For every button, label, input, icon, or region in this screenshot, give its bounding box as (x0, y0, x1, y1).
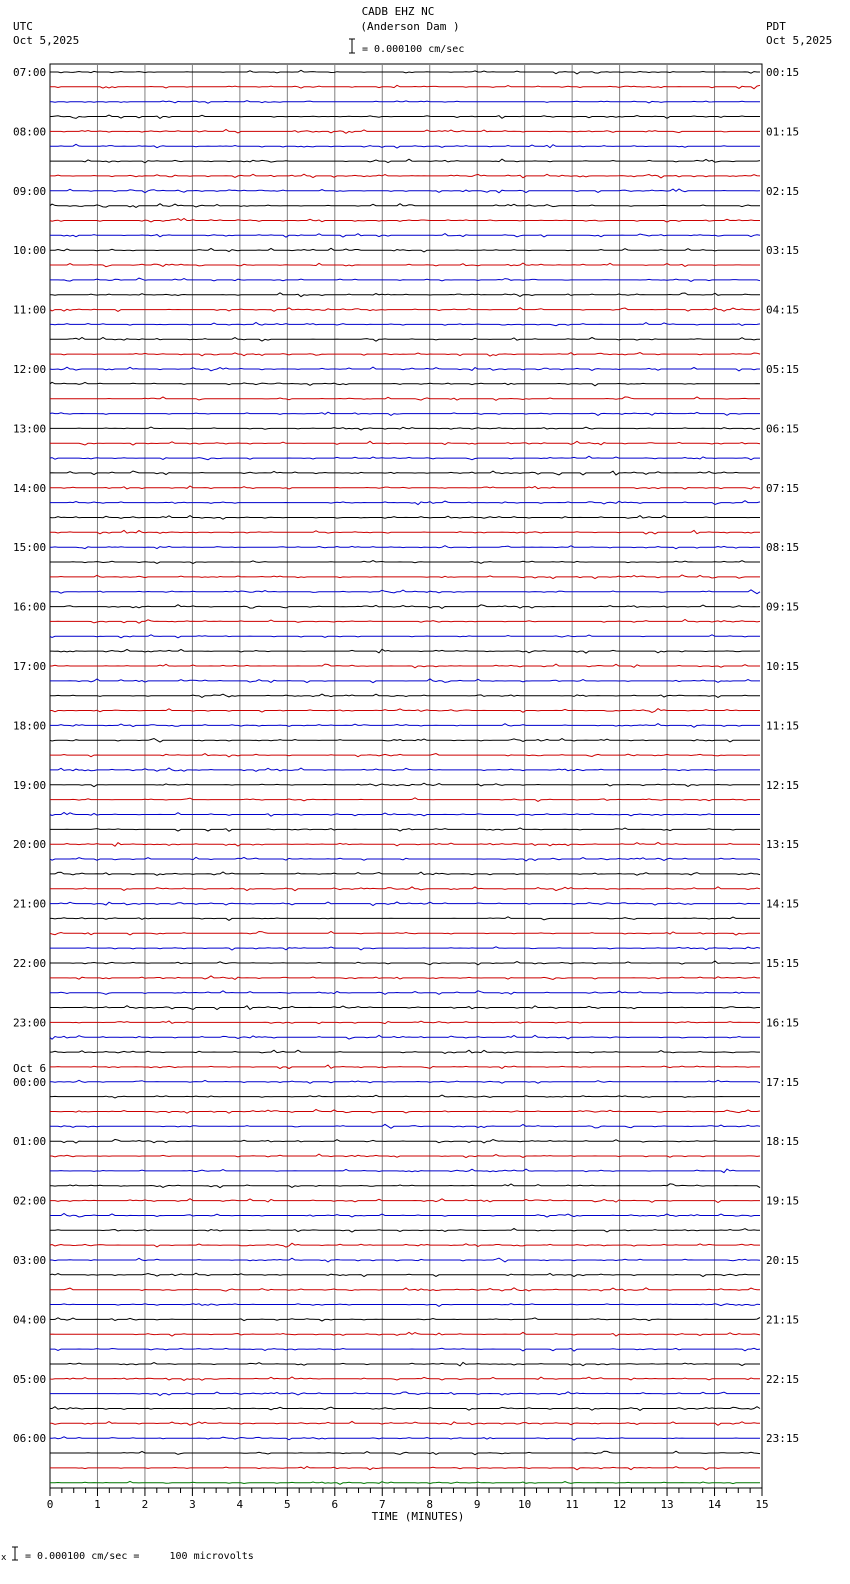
utc-hour-label: 01:00 (13, 1135, 47, 1149)
trace-row (50, 248, 760, 252)
x-tick-label: 1 (94, 1498, 101, 1511)
trace-row (50, 1288, 760, 1291)
trace-row (50, 456, 760, 460)
utc-hour-label: 03:00 (13, 1254, 47, 1267)
pdt-hour-label: 15:15 (766, 957, 800, 970)
x-tick-label: 0 (46, 1498, 54, 1511)
scale-label: = 0.000100 cm/sec (362, 44, 465, 55)
trace-row (50, 813, 760, 817)
utc-hour-label: 20:00 (13, 838, 47, 852)
trace-row (50, 1021, 760, 1024)
utc-hour-label: 19:00 (13, 778, 47, 792)
trace-row (50, 516, 760, 520)
utc-hour-label: 05:00 (13, 1372, 47, 1386)
utc-hour-label: 06:00 (13, 1432, 47, 1446)
trace-row (50, 338, 760, 342)
left-date: Oct 5,2025 (13, 34, 80, 47)
pdt-hour-label: 16:15 (766, 1016, 800, 1030)
x-axis-title: TIME (MINUTES) (371, 1510, 465, 1523)
trace-row (50, 1184, 760, 1188)
x-tick-label: 10 (518, 1498, 532, 1511)
trace-row (50, 1139, 760, 1143)
trace-row (50, 1065, 760, 1069)
trace-row (50, 174, 760, 178)
utc-hour-label: 16:00 (13, 600, 47, 614)
utc-hour-label: 10:00 (13, 244, 47, 258)
trace-row (50, 427, 760, 430)
trace-row (50, 1421, 760, 1425)
trace-row (50, 1273, 760, 1276)
trace-row (50, 115, 760, 118)
trace-row (50, 1467, 760, 1470)
pdt-hour-label: 01:15 (766, 125, 800, 139)
utc-hour-label: 22:00 (13, 957, 47, 970)
trace-row (50, 130, 760, 134)
pdt-hour-label: 21:15 (766, 1313, 800, 1327)
trace-row (50, 412, 760, 415)
trace-row (50, 308, 760, 312)
x-tick-label: 5 (284, 1498, 291, 1511)
pdt-hour-labels (766, 66, 799, 1445)
trace-row (50, 724, 760, 728)
x-tick-label: 6 (331, 1498, 339, 1511)
trace-row (50, 1407, 760, 1411)
trace-row (50, 1169, 760, 1173)
utc-hour-label: 11:00 (13, 303, 47, 317)
utc-hour-label: 07:00 (13, 66, 47, 79)
trace-row (50, 1095, 760, 1098)
trace-row (50, 1154, 760, 1158)
scale-bar-icon (349, 39, 355, 53)
trace-row (50, 783, 760, 787)
trace-row (50, 1377, 760, 1380)
trace-row (50, 1392, 760, 1396)
trace-row (50, 932, 760, 936)
x-tick-label: 7 (378, 1498, 386, 1511)
station-title: CADB EHZ NC (361, 5, 435, 18)
footer-marker: x (1, 1553, 7, 1563)
trace-row (50, 1481, 760, 1484)
trace-row (50, 754, 760, 757)
pdt-hour-label: 05:15 (766, 363, 800, 376)
trace-row (50, 1318, 760, 1322)
pdt-hour-label: 11:15 (766, 719, 800, 733)
pdt-hour-label: 23:15 (766, 1432, 800, 1446)
trace-row (50, 1243, 760, 1247)
pdt-hour-label: 20:15 (766, 1254, 800, 1267)
trace-row (50, 872, 760, 875)
trace-row (50, 739, 760, 743)
trace-row (50, 575, 760, 579)
trace-row (50, 828, 760, 831)
pdt-hour-label: 13:15 (766, 838, 800, 852)
trace-row (50, 709, 760, 713)
utc-hour-label: 02:00 (13, 1194, 47, 1208)
utc-hour-label: 15:00 (13, 541, 47, 555)
utc-hour-labels (13, 66, 46, 1445)
x-tick-label: 2 (141, 1498, 149, 1511)
trace-row (50, 367, 760, 371)
trace-row (50, 1199, 760, 1203)
trace-row (50, 694, 760, 697)
trace-row (50, 204, 760, 208)
right-date: Oct 5,2025 (766, 34, 833, 47)
trace-row (50, 70, 760, 74)
trace-row (50, 605, 760, 609)
trace-row (50, 397, 760, 400)
trace-row (50, 635, 760, 638)
pdt-hour-label: 19:15 (766, 1194, 800, 1208)
trace-row (50, 278, 760, 281)
x-tick-label: 3 (189, 1498, 196, 1511)
utc-hour-label: 09:00 (13, 184, 47, 198)
trace-row (50, 234, 760, 238)
utc-hour-label: 14:00 (13, 481, 47, 495)
pdt-hour-label: 03:15 (766, 244, 800, 258)
trace-row (50, 219, 760, 223)
trace-row (50, 620, 760, 624)
trace-row (50, 887, 760, 891)
utc-hour-label: 08:00 (13, 125, 47, 139)
trace-row (50, 144, 760, 148)
trace-row (50, 649, 760, 653)
trace-row (50, 546, 760, 549)
trace-row (50, 1362, 760, 1366)
x-tick-label: 8 (426, 1498, 434, 1511)
left-timezone: UTC (13, 20, 33, 33)
trace-row (50, 353, 760, 357)
utc-hour-label: 17:00 (13, 660, 47, 673)
trace-row (50, 471, 760, 475)
right-timezone: PDT (766, 20, 786, 33)
trace-row (50, 1437, 760, 1440)
x-tick-label: 13 (660, 1498, 674, 1511)
pdt-hour-label: 14:15 (766, 897, 800, 911)
trace-row (50, 664, 760, 668)
x-tick-label: 4 (236, 1498, 244, 1511)
trace-row (50, 857, 760, 861)
trace-row (50, 1332, 760, 1336)
trace-row (50, 917, 760, 921)
x-tick-label: 11 (565, 1498, 579, 1511)
trace-row (50, 1348, 760, 1351)
utc-hour-label: 04:00 (13, 1313, 47, 1327)
x-tick-label: 14 (707, 1498, 722, 1511)
trace-row (50, 323, 760, 326)
utc-hour-label: 23:00 (13, 1016, 47, 1030)
trace-row (50, 85, 760, 88)
trace-row (50, 382, 760, 386)
trace-row (50, 590, 760, 594)
x-axis (47, 1488, 769, 1511)
trace-row (50, 530, 760, 534)
trace-row (50, 1050, 760, 1053)
trace-row (50, 798, 760, 802)
trace-row (50, 1214, 760, 1218)
trace-row (50, 842, 760, 846)
trace-row (50, 561, 760, 564)
trace-row (50, 947, 760, 950)
pdt-hour-label: 17:15 (766, 1075, 800, 1089)
x-tick-label: 9 (473, 1498, 481, 1511)
trace-row (50, 263, 760, 267)
pdt-hour-label: 07:15 (766, 481, 800, 495)
pdt-hour-label: 10:15 (766, 660, 800, 673)
trace-row (50, 1304, 760, 1307)
trace-row (50, 1229, 760, 1233)
pdt-hour-label: 06:15 (766, 422, 800, 436)
trace-row (50, 1006, 760, 1010)
pdt-hour-label: 09:15 (766, 600, 800, 614)
trace-row (50, 1451, 760, 1455)
pdt-hour-label: 08:15 (766, 541, 800, 555)
utc-hour-label: 13:00 (13, 422, 47, 436)
trace-row (50, 976, 760, 980)
trace-row (50, 991, 760, 995)
pdt-hour-label: 22:15 (766, 1372, 800, 1386)
pdt-hour-label: 12:15 (766, 778, 800, 792)
trace-row (50, 1124, 760, 1128)
pdt-hour-label: 18:15 (766, 1135, 800, 1149)
utc-hour-label: 12:00 (13, 363, 47, 376)
trace-row (50, 159, 760, 163)
footer-scale-icon (12, 1547, 18, 1560)
trace-row (50, 679, 760, 683)
pdt-hour-label: 02:15 (766, 184, 800, 198)
trace-row (50, 293, 760, 297)
footer-scale-note: = 0.000100 cm/sec = 100 microvolts (25, 1551, 254, 1562)
trace-row (50, 1258, 760, 1262)
trace-row (50, 501, 760, 505)
trace-row (50, 768, 760, 771)
utc-hour-label: 21:00 (13, 897, 47, 911)
trace-row (50, 486, 760, 489)
utc-hour-label: 18:00 (13, 719, 47, 733)
trace-row (50, 1110, 760, 1114)
utc-hour-label: 00:00 (13, 1075, 47, 1089)
trace-row (50, 961, 760, 965)
pdt-hour-label: 00:15 (766, 66, 800, 79)
station-location: (Anderson Dam ) (360, 20, 460, 33)
trace-row (50, 189, 760, 193)
x-tick-label: 12 (612, 1498, 627, 1511)
trace-row (50, 902, 760, 906)
trace-rows (50, 70, 760, 1484)
day-change-label: Oct 6 (13, 1062, 47, 1075)
trace-row (50, 1080, 760, 1083)
pdt-hour-label: 04:15 (766, 303, 800, 317)
trace-row (50, 441, 760, 445)
x-tick-label: 15 (755, 1498, 769, 1511)
trace-row (50, 1035, 760, 1039)
trace-row (50, 101, 760, 104)
